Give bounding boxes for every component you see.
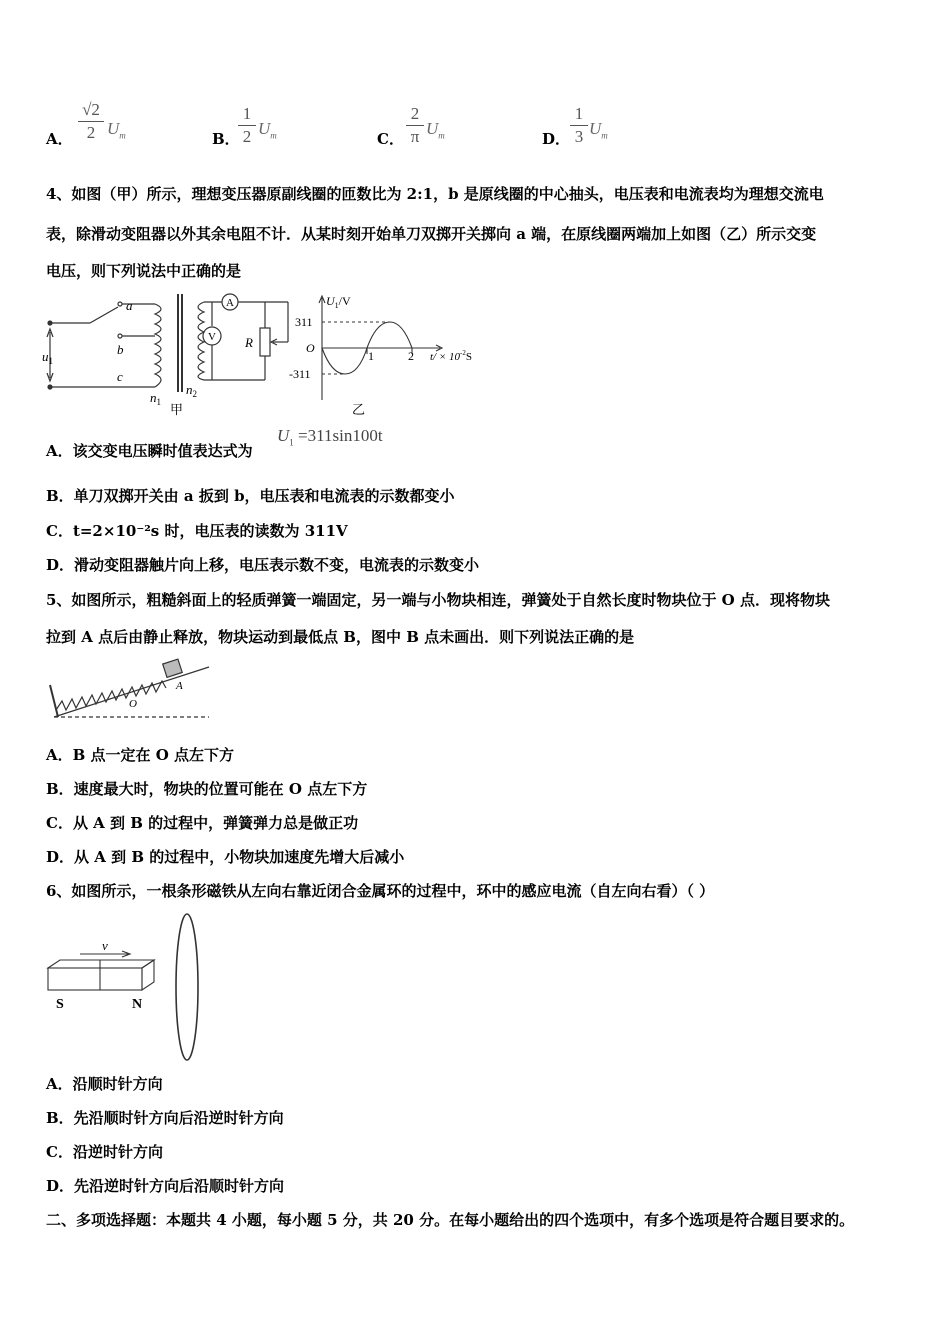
label-n1: $n_1$ (150, 390, 161, 407)
q4-figure (40, 290, 500, 420)
graph-ymax: 311 (295, 315, 313, 329)
q6-figure (44, 910, 214, 1070)
graph-ymin: -311 (289, 367, 311, 381)
ammeter-letter: A (226, 297, 234, 309)
magnet-top (48, 960, 154, 968)
graph-xlabel: $t/ \times 10^{-2}S$ (430, 349, 473, 363)
q6-option-a: A．沿顺时针方向 (46, 1075, 163, 1093)
q4-option-a-math: $U_1 =311\sin 100t$ (277, 426, 383, 448)
q3-option-b-label: B． (212, 130, 240, 148)
q3-option-b-fraction: 1 2 (238, 104, 256, 147)
q4-option-a: A．该交变电压瞬时值表达式为 (46, 442, 253, 460)
voltmeter-letter: V (208, 331, 216, 343)
q6-option-d: D．先沿逆时针方向后沿顺时针方向 (46, 1177, 285, 1195)
q4-option-b: B．单刀双掷开关由 a 扳到 b，电压表和电流表的示数都变小 (46, 487, 455, 505)
spring (56, 681, 166, 710)
metal-ring (176, 914, 198, 1060)
q5-option-c: C．从 A 到 B 的过程中，弹簧弹力总是做正功 (46, 814, 359, 832)
primary-coil (155, 304, 161, 387)
label-a: a (126, 298, 133, 313)
voltage-graph (319, 296, 442, 400)
rheostat (260, 328, 270, 356)
q3-option-a-um: $U_m$ (107, 119, 126, 141)
q3-option-a-fraction: √2 2 (78, 100, 104, 143)
label-v: v (102, 938, 108, 953)
block (163, 659, 183, 677)
q4-stem-line1: 4、如图（甲）所示，理想变压器原副线圈的匝数比为 2:1，b 是原线圈的中心抽头，电压表和电流表均为理想交流电 (46, 185, 824, 203)
q3-option-a-label: A． (46, 130, 73, 148)
q6-option-c: C．沿逆时针方向 (46, 1143, 163, 1161)
q4-stem-line2: 表，除滑动变阻器以外其余电阻不计．从某时刻开始单刀双掷开关掷向 a 端，在原线圈两端加上如图（乙）所示交变 (46, 225, 817, 243)
graph-t1: 1 (368, 349, 374, 363)
q3-option-d-label: D． (542, 130, 571, 148)
label-A: A (176, 680, 183, 692)
label-c: c (117, 369, 123, 384)
graph-t2: 2 (408, 349, 414, 363)
q3-option-c-label: C． (377, 130, 404, 148)
label-N: N (132, 997, 143, 1012)
q4-option-d: D．滑动变阻器触片向上移，电压表示数不变，电流表的示数变小 (46, 556, 480, 574)
q4-stem-line3: 电压，则下列说法中正确的是 (46, 262, 242, 280)
q5-stem-line1: 5、如图所示，粗糙斜面上的轻质弹簧一端固定，另一端与小物块相连，弹簧处于自然长度时物块位于 O 点．现将物块 (46, 591, 830, 609)
q3-option-c-um: $U_m$ (426, 119, 445, 141)
q5-option-b: B．速度最大时，物块的位置可能在 O 点左下方 (46, 780, 368, 798)
contact-b (118, 334, 122, 338)
q6-stem: 6、如图所示，一根条形磁铁从左向右靠近闭合金属环的过程中，环中的感应电流（自左向右看）（ ） (46, 882, 715, 900)
label-n2: $n_2$ (186, 382, 197, 399)
terminal-top (48, 321, 52, 325)
q6-option-b: B．先沿顺时针方向后沿逆时针方向 (46, 1109, 284, 1127)
contact-a (118, 302, 122, 306)
q5-figure (44, 655, 214, 725)
graph-origin: O (306, 341, 315, 355)
caption-jia: 甲 (170, 402, 184, 417)
caption-yi: 乙 (352, 402, 366, 417)
q3-option-d-um: $U_m$ (589, 119, 608, 141)
switch-blade (90, 307, 118, 323)
q5-stem-line2: 拉到 A 点后由静止释放，物块运动到最低点 B，图中 B 点未画出．则下列说法正确的是 (46, 628, 635, 646)
q4-option-c: C．t=2×10⁻²s 时，电压表的读数为 311V (46, 522, 348, 540)
label-R: R (245, 335, 253, 350)
q5-option-d: D．从 A 到 B 的过程中，小物块加速度先增大后减小 (46, 848, 405, 866)
q3-option-b-um: $U_m$ (258, 119, 277, 141)
bar-magnet (48, 968, 142, 990)
terminal-bottom (48, 385, 52, 389)
graph-ylabel: $U_1/V$ (326, 294, 351, 310)
label-u1: $u_1$ (42, 349, 53, 366)
q3-option-d-fraction: 1 3 (570, 104, 588, 147)
secondary-coil (198, 302, 204, 380)
q5-option-a: A．B 点一定在 O 点左下方 (46, 746, 235, 764)
q3-option-c-fraction: 2 π (406, 104, 424, 147)
section-2-heading: 二、多项选择题：本题共 4 小题，每小题 5 分，共 20 分。在每小题给出的四个选项中，有多个选项是符合题目要求的。 (46, 1211, 855, 1229)
label-O: O (129, 698, 137, 710)
label-S: S (56, 997, 64, 1012)
label-b: b (117, 342, 124, 357)
wall (50, 685, 58, 717)
